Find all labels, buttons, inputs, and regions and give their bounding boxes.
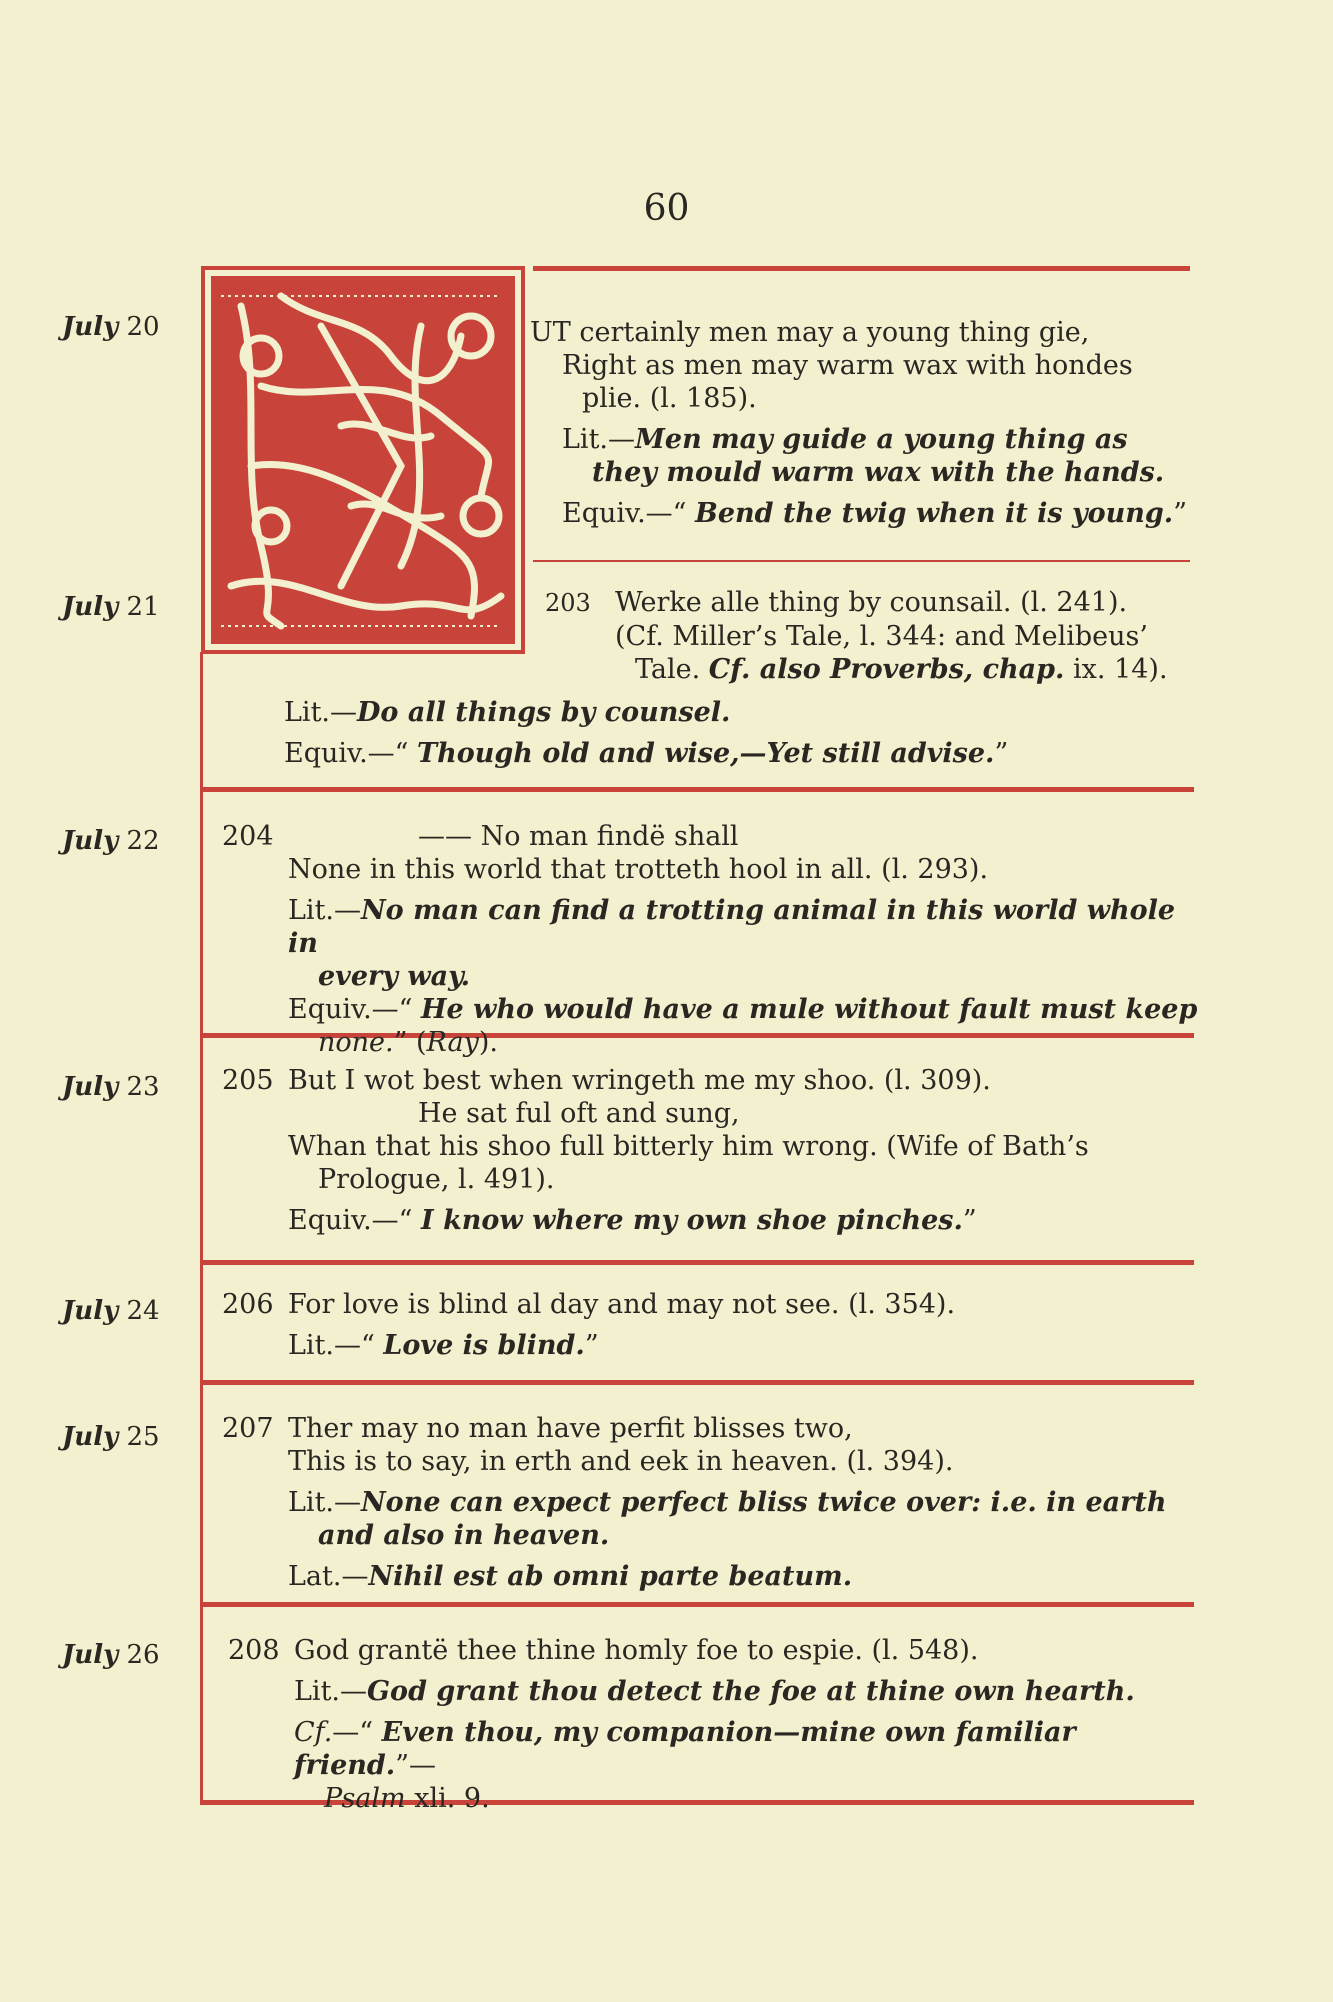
quote-text: For love is blind al day and may not see. (l. 354). — [288, 1289, 956, 1320]
entry-206 — [222, 1288, 1202, 1362]
entry-number: 203 — [545, 589, 591, 617]
date-day: 20 — [126, 312, 160, 342]
literal-translation — [222, 894, 1202, 960]
ornamental-initial-b — [201, 266, 525, 654]
equiv-text: none. — [318, 1027, 394, 1058]
date-label — [62, 592, 192, 622]
quote-line: This is to say, in erth and eek in heaven. (l. 394). — [288, 1446, 954, 1477]
lat-text: Nihil est ab omni parte beatum. — [368, 1561, 853, 1592]
quote-text: ix. 14). — [1064, 654, 1168, 685]
entry-202 — [530, 316, 1200, 530]
date-day: 26 — [126, 1640, 160, 1670]
date-month: July — [62, 1296, 119, 1326]
lit-text: No man can find a trotting animal in this world whole in — [288, 895, 1176, 959]
lit-label: Lit.— — [288, 895, 361, 926]
equivalent — [222, 1204, 1202, 1237]
cf-close: ”— — [395, 1750, 436, 1781]
equiv-close: ” — [994, 738, 1009, 769]
rule-206-end — [200, 1380, 1194, 1385]
quote-line — [222, 1064, 1202, 1097]
entry-208 — [228, 1634, 1212, 1815]
quote-line: Prologue, l. 491). — [318, 1164, 555, 1195]
cf-text: Even thou, my companion—mine own familiar friend. — [294, 1717, 1076, 1781]
literal-translation — [222, 1329, 1202, 1362]
date-day: 22 — [126, 826, 160, 856]
punctuation: ” ( — [393, 1027, 427, 1058]
equiv-label: Equiv.—“ — [562, 498, 696, 529]
lit-label: Lit.— — [294, 1676, 367, 1707]
left-margin-rule — [200, 652, 203, 1802]
quote-text: Tale. — [635, 654, 709, 685]
date-day: 21 — [126, 592, 160, 622]
latin-equivalent — [222, 1560, 1212, 1593]
entry-203-notes — [284, 696, 1184, 770]
quote-line — [228, 1634, 1212, 1667]
date-month: July — [62, 592, 119, 622]
entry-204 — [222, 820, 1202, 1059]
quote-line: plie. (l. 185). — [582, 383, 757, 414]
date-day: 23 — [126, 1072, 160, 1102]
entry-number: 205 — [222, 1065, 274, 1096]
entry-205 — [222, 1064, 1202, 1237]
quote-line — [222, 1412, 1212, 1445]
equiv-text: Bend the twig when it is young. — [695, 498, 1174, 529]
rule-203-end — [200, 787, 1194, 792]
date-month: July — [62, 1072, 119, 1102]
equivalent — [284, 737, 1184, 770]
quote-line — [545, 586, 1195, 620]
quote-line: None in this world that trotteth hool in all. (l. 293). — [288, 854, 989, 885]
quote-text: Ther may no man have perfit blisses two, — [288, 1413, 853, 1444]
entry-203 — [545, 586, 1195, 686]
quote-line: (Cf. Miller’s Tale, l. 344: and Melibeus’ — [615, 621, 1148, 652]
date-label — [62, 1296, 192, 1326]
rule-202-end — [533, 560, 1190, 562]
quote-text: Werke alle thing by counsail. (l. 241). — [615, 587, 1128, 618]
date-label — [62, 1640, 192, 1670]
entry-number: 207 — [222, 1413, 274, 1444]
quote-line: Whan that his shoo full bitterly him wrong. (Wife of Bath’s — [288, 1131, 1089, 1162]
rule-207-end — [200, 1602, 1194, 1607]
cf-label: Cf. — [294, 1717, 333, 1748]
entry-number: 208 — [228, 1635, 280, 1666]
entry-number: 206 — [222, 1289, 274, 1320]
psalm-label: Psalm — [324, 1783, 406, 1814]
quote-line: Right as men may warm wax with hondes — [562, 350, 1133, 381]
lit-text-continued: and also in heaven. — [318, 1520, 610, 1551]
lit-text: Love is blind. — [383, 1330, 585, 1361]
quote-text: —— No man findë shall — [418, 821, 739, 852]
rule-205-end — [200, 1260, 1194, 1265]
literal-translation — [284, 696, 1184, 729]
quote-text: God grantë thee thine homly foe to espie. (l. 548). — [294, 1635, 979, 1666]
equiv-label: Equiv.—“ — [288, 1205, 422, 1236]
quote-text: But I wot best when wringeth me my shoo. (l. 309). — [288, 1065, 991, 1096]
equiv-text: Though old and wise,—Yet still advise. — [417, 738, 995, 769]
equiv-close: ” — [962, 1205, 977, 1236]
date-label — [62, 1072, 192, 1102]
lit-text: None can expect perfect bliss twice over: i.e. in earth — [361, 1487, 1167, 1518]
date-label — [62, 1422, 192, 1452]
quote-line: UT certainly men may a young thing gie, — [530, 317, 1090, 348]
literal-translation — [228, 1675, 1212, 1708]
lit-text: Do all things by counsel. — [357, 697, 731, 728]
lit-text: Men may guide a young thing as — [635, 424, 1128, 455]
psalm-ref: xli. 9. — [405, 1783, 490, 1814]
lit-label: Lit.—“ — [288, 1330, 384, 1361]
date-day: 24 — [126, 1296, 160, 1326]
entry-number: 204 — [222, 821, 274, 852]
source-name: Ray — [426, 1027, 479, 1058]
date-month: July — [62, 826, 119, 856]
equiv-text: I know where my own shoe pinches. — [421, 1205, 963, 1236]
date-month: July — [62, 312, 119, 342]
cf-reference: Cf. also Proverbs, chap. — [708, 654, 1065, 685]
literal-translation — [530, 423, 1200, 456]
lit-label: Lit.— — [288, 1487, 361, 1518]
equiv-label: Equiv.—“ — [284, 738, 418, 769]
equiv-text: He who would have a mule without fault must keep — [421, 994, 1198, 1025]
equivalent — [222, 993, 1202, 1026]
quote-line — [222, 1288, 1202, 1321]
date-day: 25 — [126, 1422, 160, 1452]
page-number: 60 — [643, 188, 690, 229]
lat-label: Lat.— — [288, 1561, 369, 1592]
equiv-label: Equiv.—“ — [288, 994, 422, 1025]
punctuation: ). — [478, 1027, 498, 1058]
entry-207 — [222, 1412, 1212, 1593]
lit-close: ” — [584, 1330, 599, 1361]
lit-label: Lit.— — [562, 424, 635, 455]
literal-translation — [222, 1486, 1212, 1519]
date-month: July — [62, 1422, 119, 1452]
equiv-continued — [222, 1026, 1202, 1059]
quote-line — [545, 653, 1195, 686]
lit-text-continued: every way. — [318, 961, 471, 992]
rule-top — [533, 266, 1190, 271]
quote-line — [222, 820, 1202, 853]
date-label — [62, 826, 192, 856]
lit-text-continued: they mould warm wax with the hands. — [592, 457, 1165, 488]
quote-line: He sat ful oft and sung, — [418, 1098, 740, 1129]
lit-text: God grant thou detect the foe at thine own hearth. — [367, 1676, 1135, 1707]
equiv-close: ” — [1173, 498, 1188, 529]
lit-label: Lit.— — [284, 697, 357, 728]
cross-reference — [228, 1716, 1212, 1782]
cf-open: —“ — [332, 1717, 382, 1748]
equivalent — [530, 497, 1200, 530]
psalm-reference — [228, 1782, 1212, 1815]
date-label — [62, 312, 192, 342]
date-month: July — [62, 1640, 119, 1670]
